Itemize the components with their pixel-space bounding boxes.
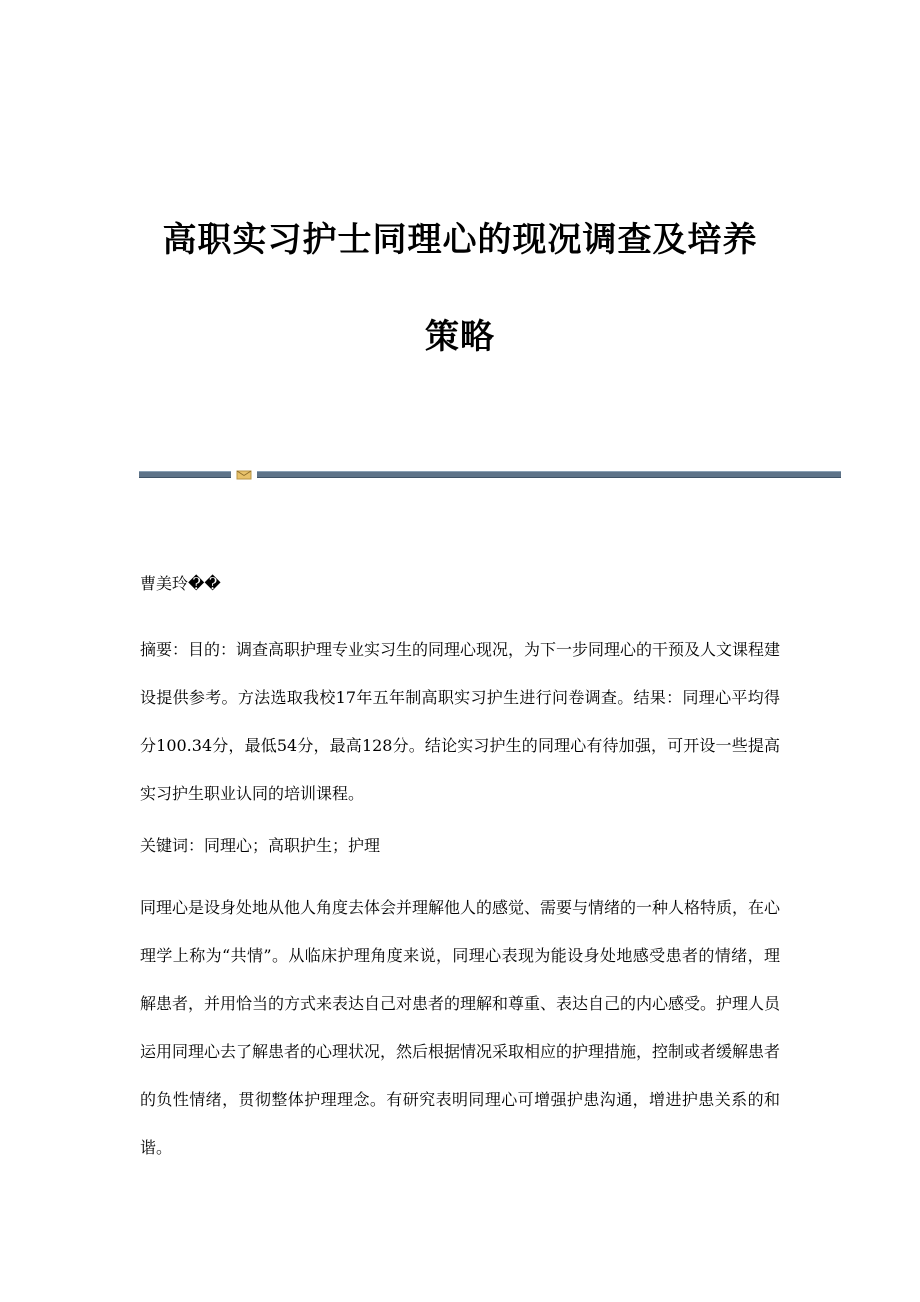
keywords-line: 关键词：同理心；高职护生；护理 <box>140 836 381 855</box>
divider-bar-left <box>139 471 231 478</box>
author-name: 曹美玲�� <box>140 574 221 593</box>
title-divider <box>139 470 841 480</box>
divider-ornament-icon <box>236 470 252 480</box>
divider-bar-right <box>257 471 841 478</box>
abstract-paragraph: 摘要：目的：调查高职护理专业实习生的同理心现况，为下一步同理心的干预及人文课程建设提供参考。方法选取我校17年五年制高职实习护生进行问卷调查。结果：同理心平均得分100.34分，最低54分，最高128分。结论实习护生的同理心有待加强，可开设一些提高实习护生职业认同的培训课程。 <box>140 640 781 803</box>
body-paragraph: 同理心是设身处地从他人角度去体会并理解他人的感觉、需要与情绪的一种人格特质，在心理学上称为“共情”。从临床护理角度来说，同理心表现为能设身处地感受患者的情绪，理解患者，并用恰当的方式来表达自己对患者的理解和尊重、表达自己的内心感受。护理人员运用同理心去了解患者的心理状况，然后根据情况采取相应的护理措施，控制或者缓解患者的负性情绪，贯彻整体护理理念。有研究表明同理心可增强护患沟通，增进护患关系的和谐。 <box>140 898 781 1157</box>
document-title-line-1: 高职实习护士同理心的现况调查及培养 <box>162 220 758 260</box>
document-title-line-2: 策略 <box>425 317 495 357</box>
